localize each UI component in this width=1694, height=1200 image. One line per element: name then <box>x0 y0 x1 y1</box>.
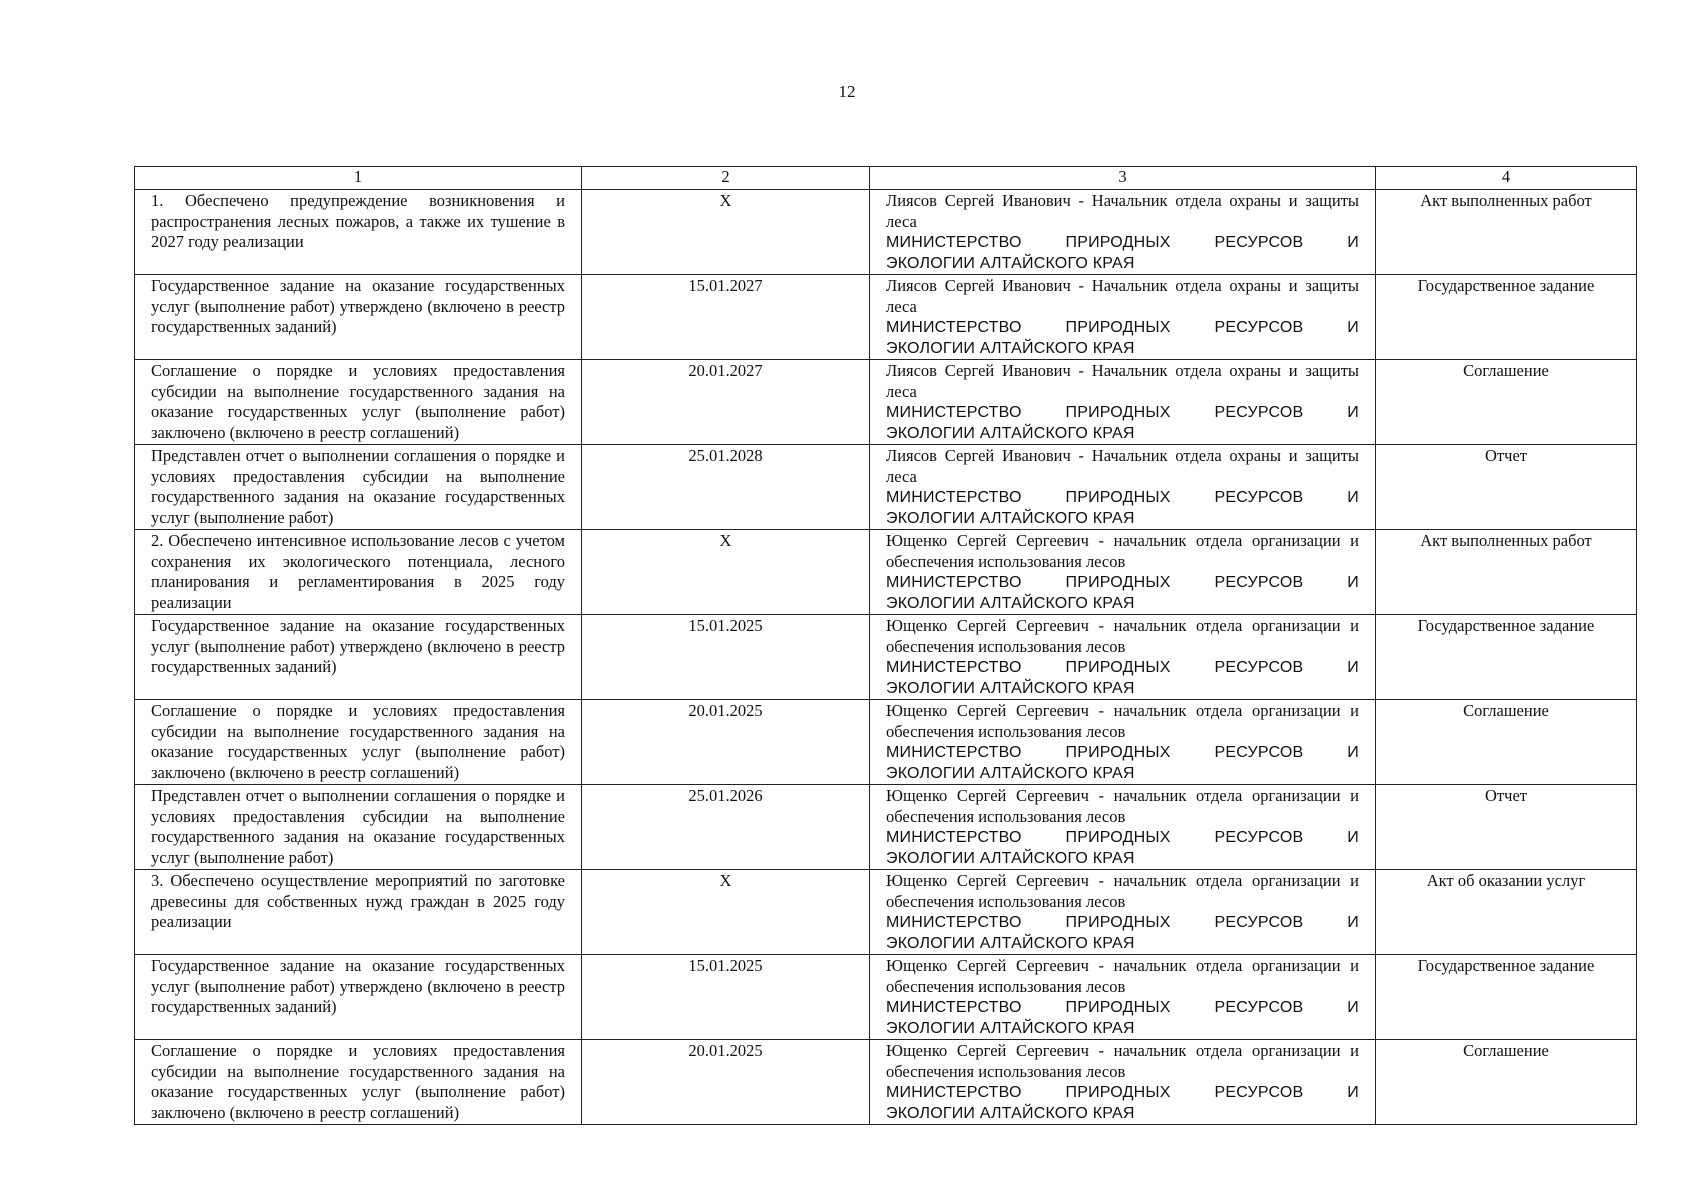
responsible-cell <box>870 700 1376 785</box>
responsible-cell <box>870 955 1376 1040</box>
table-row <box>135 1040 1637 1125</box>
responsible-cell <box>870 870 1376 955</box>
column-header-2: 2 <box>582 167 870 190</box>
responsible-person: Ющенко Сергей Сергеевич - начальник отдела организации и обеспечения использования лесов <box>886 701 1359 741</box>
event-cell: Соглашение о порядке и условиях предоставления субсидии на выполнение государственного задания на оказание государственных услуг (выполнение работ) заключено (включено в реестр соглашений) <box>135 1040 582 1125</box>
organization-word: РЕСУРСОВ <box>1214 829 1304 846</box>
organization-word: ПРИРОДНЫХ <box>1065 999 1171 1016</box>
date-cell: 25.01.2028 <box>582 445 870 530</box>
table-row <box>135 360 1637 445</box>
organization-word: ПРИРОДНЫХ <box>1065 914 1171 931</box>
organization-line-1 <box>886 997 1359 1018</box>
organization-line-1 <box>886 317 1359 338</box>
document-cell: Соглашение <box>1376 360 1637 445</box>
responsible-person: Ющенко Сергей Сергеевич - начальник отдела организации и обеспечения использования лесов <box>886 531 1359 571</box>
organization-word: РЕСУРСОВ <box>1214 574 1304 591</box>
document-cell: Акт выполненных работ <box>1376 190 1637 275</box>
page-number: 12 <box>838 82 856 101</box>
event-cell: Соглашение о порядке и условиях предоставления субсидии на выполнение государственного задания на оказание государственных услуг (выполнение работ) заключено (включено в реестр соглашений) <box>135 360 582 445</box>
organization-word: РЕСУРСОВ <box>1214 659 1304 676</box>
responsible-cell <box>870 615 1376 700</box>
responsible-person: Ющенко Сергей Сергеевич - начальник отдела организации и обеспечения использования лесов <box>886 786 1359 826</box>
responsible-organization <box>886 742 1359 784</box>
responsible-person: Лиясов Сергей Иванович - Начальник отдела охраны и защиты леса <box>886 446 1359 486</box>
responsible-person: Ющенко Сергей Сергеевич - начальник отдела организации и обеспечения использования лесов <box>886 1041 1359 1081</box>
organization-line-2: ЭКОЛОГИИ АЛТАЙСКОГО КРАЯ <box>886 935 1135 952</box>
document-cell: Отчет <box>1376 785 1637 870</box>
organization-line-1 <box>886 572 1359 593</box>
responsible-cell <box>870 190 1376 275</box>
event-cell: Государственное задание на оказание государственных услуг (выполнение работ) утверждено (включено в реестр государственных заданий) <box>135 955 582 1040</box>
document-cell: Соглашение <box>1376 1040 1637 1125</box>
event-cell: Соглашение о порядке и условиях предоставления субсидии на выполнение государственного задания на оказание государственных услуг (выполнение работ) заключено (включено в реестр соглашений) <box>135 700 582 785</box>
column-header-1: 1 <box>135 167 582 190</box>
organization-word: МИНИСТЕРСТВО <box>886 914 1022 931</box>
organization-word: МИНИСТЕРСТВО <box>886 744 1022 761</box>
responsible-person: Ющенко Сергей Сергеевич - начальник отдела организации и обеспечения использования лесов <box>886 871 1359 911</box>
responsible-person: Лиясов Сергей Иванович - Начальник отдела охраны и защиты леса <box>886 276 1359 316</box>
responsible-cell <box>870 1040 1376 1125</box>
organization-word: ПРИРОДНЫХ <box>1065 744 1171 761</box>
responsible-organization <box>886 487 1359 529</box>
date-cell: 20.01.2025 <box>582 1040 870 1125</box>
document-cell: Соглашение <box>1376 700 1637 785</box>
document-cell: Государственное задание <box>1376 955 1637 1040</box>
organization-word: ПРИРОДНЫХ <box>1065 489 1171 506</box>
organization-word: РЕСУРСОВ <box>1214 1084 1304 1101</box>
organization-word: ПРИРОДНЫХ <box>1065 1084 1171 1101</box>
document-cell: Акт выполненных работ <box>1376 530 1637 615</box>
document-cell: Акт об оказании услуг <box>1376 870 1637 955</box>
document-cell: Государственное задание <box>1376 275 1637 360</box>
header-row <box>135 167 1637 190</box>
organization-line-1 <box>886 827 1359 848</box>
organization-line-2: ЭКОЛОГИИ АЛТАЙСКОГО КРАЯ <box>886 1020 1135 1037</box>
organization-word: РЕСУРСОВ <box>1214 914 1304 931</box>
organization-word: И <box>1347 404 1359 421</box>
organization-word: И <box>1347 234 1359 251</box>
organization-word: И <box>1347 744 1359 761</box>
responsible-person: Ющенко Сергей Сергеевич - начальник отдела организации и обеспечения использования лесов <box>886 956 1359 996</box>
organization-word: МИНИСТЕРСТВО <box>886 999 1022 1016</box>
organization-line-1 <box>886 232 1359 253</box>
organization-word: МИНИСТЕРСТВО <box>886 829 1022 846</box>
event-cell: 1. Обеспечено предупреждение возникновения и распространения лесных пожаров, а также их тушение в 2027 году реализации <box>135 190 582 275</box>
organization-word: МИНИСТЕРСТВО <box>886 1084 1022 1101</box>
responsible-organization <box>886 402 1359 444</box>
date-cell: 15.01.2025 <box>582 955 870 1040</box>
responsible-cell <box>870 445 1376 530</box>
column-header-4: 4 <box>1376 167 1637 190</box>
organization-line-2: ЭКОЛОГИИ АЛТАЙСКОГО КРАЯ <box>886 765 1135 782</box>
organization-line-1 <box>886 1082 1359 1103</box>
responsible-cell <box>870 530 1376 615</box>
date-cell: 20.01.2025 <box>582 700 870 785</box>
organization-word: ПРИРОДНЫХ <box>1065 829 1171 846</box>
organization-word: МИНИСТЕРСТВО <box>886 319 1022 336</box>
organization-word: И <box>1347 659 1359 676</box>
date-cell: 15.01.2027 <box>582 275 870 360</box>
responsible-organization <box>886 572 1359 614</box>
organization-line-2: ЭКОЛОГИИ АЛТАЙСКОГО КРАЯ <box>886 340 1135 357</box>
responsible-cell <box>870 785 1376 870</box>
responsible-organization <box>886 997 1359 1039</box>
table-row <box>135 785 1637 870</box>
organization-word: РЕСУРСОВ <box>1214 744 1304 761</box>
table-row <box>135 445 1637 530</box>
organization-word: РЕСУРСОВ <box>1214 999 1304 1016</box>
table-body <box>135 190 1637 1125</box>
responsible-person: Ющенко Сергей Сергеевич - начальник отдела организации и обеспечения использования лесов <box>886 616 1359 656</box>
organization-word: РЕСУРСОВ <box>1214 234 1304 251</box>
organization-word: РЕСУРСОВ <box>1214 489 1304 506</box>
responsible-organization <box>886 912 1359 954</box>
event-cell: Государственное задание на оказание государственных услуг (выполнение работ) утверждено (включено в реестр государственных заданий) <box>135 275 582 360</box>
responsible-organization <box>886 232 1359 274</box>
organization-word: И <box>1347 914 1359 931</box>
organization-word: МИНИСТЕРСТВО <box>886 234 1022 251</box>
organization-word: МИНИСТЕРСТВО <box>886 574 1022 591</box>
organization-word: И <box>1347 829 1359 846</box>
table-row <box>135 870 1637 955</box>
organization-word: И <box>1347 489 1359 506</box>
organization-line-1 <box>886 402 1359 423</box>
date-cell: 25.01.2026 <box>582 785 870 870</box>
organization-word: МИНИСТЕРСТВО <box>886 659 1022 676</box>
organization-line-2: ЭКОЛОГИИ АЛТАЙСКОГО КРАЯ <box>886 850 1135 867</box>
responsible-person: Лиясов Сергей Иванович - Начальник отдела охраны и защиты леса <box>886 361 1359 401</box>
table-row <box>135 615 1637 700</box>
responsible-cell <box>870 360 1376 445</box>
event-cell: Государственное задание на оказание государственных услуг (выполнение работ) утверждено (включено в реестр государственных заданий) <box>135 615 582 700</box>
event-cell: 2. Обеспечено интенсивное использование лесов с учетом сохранения их экологического потенциала, лесного планирования и регламентирования в 2025 году реализации <box>135 530 582 615</box>
organization-word: И <box>1347 1084 1359 1101</box>
table-row <box>135 190 1637 275</box>
organization-line-2: ЭКОЛОГИИ АЛТАЙСКОГО КРАЯ <box>886 510 1135 527</box>
organization-line-1 <box>886 912 1359 933</box>
organization-line-1 <box>886 487 1359 508</box>
organization-word: МИНИСТЕРСТВО <box>886 489 1022 506</box>
organization-word: ПРИРОДНЫХ <box>1065 234 1171 251</box>
organization-word: И <box>1347 574 1359 591</box>
organization-word: ПРИРОДНЫХ <box>1065 319 1171 336</box>
event-cell: Представлен отчет о выполнении соглашения о порядке и условиях предоставления субсидии на выполнение государственного задания на оказание государственных услуг (выполнение работ) <box>135 445 582 530</box>
responsible-cell <box>870 275 1376 360</box>
organization-word: РЕСУРСОВ <box>1214 319 1304 336</box>
organization-line-2: ЭКОЛОГИИ АЛТАЙСКОГО КРАЯ <box>886 680 1135 697</box>
organization-line-2: ЭКОЛОГИИ АЛТАЙСКОГО КРАЯ <box>886 595 1135 612</box>
responsible-organization <box>886 1082 1359 1124</box>
organization-line-2: ЭКОЛОГИИ АЛТАЙСКОГО КРАЯ <box>886 1105 1135 1122</box>
responsible-organization <box>886 317 1359 359</box>
document-cell: Государственное задание <box>1376 615 1637 700</box>
document-cell: Отчет <box>1376 445 1637 530</box>
table-row <box>135 275 1637 360</box>
responsible-person: Лиясов Сергей Иванович - Начальник отдела охраны и защиты леса <box>886 191 1359 231</box>
organization-line-1 <box>886 742 1359 763</box>
event-cell: Представлен отчет о выполнении соглашения о порядке и условиях предоставления субсидии на выполнение государственного задания на оказание государственных услуг (выполнение работ) <box>135 785 582 870</box>
organization-line-2: ЭКОЛОГИИ АЛТАЙСКОГО КРАЯ <box>886 255 1135 272</box>
event-cell: 3. Обеспечено осуществление мероприятий по заготовке древесины для собственных нужд граждан в 2025 году реализации <box>135 870 582 955</box>
date-cell: X <box>582 190 870 275</box>
responsible-organization <box>886 827 1359 869</box>
date-cell: 15.01.2025 <box>582 615 870 700</box>
measures-table <box>134 166 1637 1125</box>
organization-word: ПРИРОДНЫХ <box>1065 574 1171 591</box>
organization-line-1 <box>886 657 1359 678</box>
organization-word: РЕСУРСОВ <box>1214 404 1304 421</box>
table-row <box>135 530 1637 615</box>
organization-word: И <box>1347 319 1359 336</box>
organization-word: ПРИРОДНЫХ <box>1065 404 1171 421</box>
organization-word: И <box>1347 999 1359 1016</box>
table-row <box>135 700 1637 785</box>
responsible-organization <box>886 657 1359 699</box>
date-cell: X <box>582 870 870 955</box>
date-cell: 20.01.2027 <box>582 360 870 445</box>
organization-word: ПРИРОДНЫХ <box>1065 659 1171 676</box>
column-header-3: 3 <box>870 167 1376 190</box>
organization-word: МИНИСТЕРСТВО <box>886 404 1022 421</box>
date-cell: X <box>582 530 870 615</box>
organization-line-2: ЭКОЛОГИИ АЛТАЙСКОГО КРАЯ <box>886 425 1135 442</box>
table-row <box>135 955 1637 1040</box>
